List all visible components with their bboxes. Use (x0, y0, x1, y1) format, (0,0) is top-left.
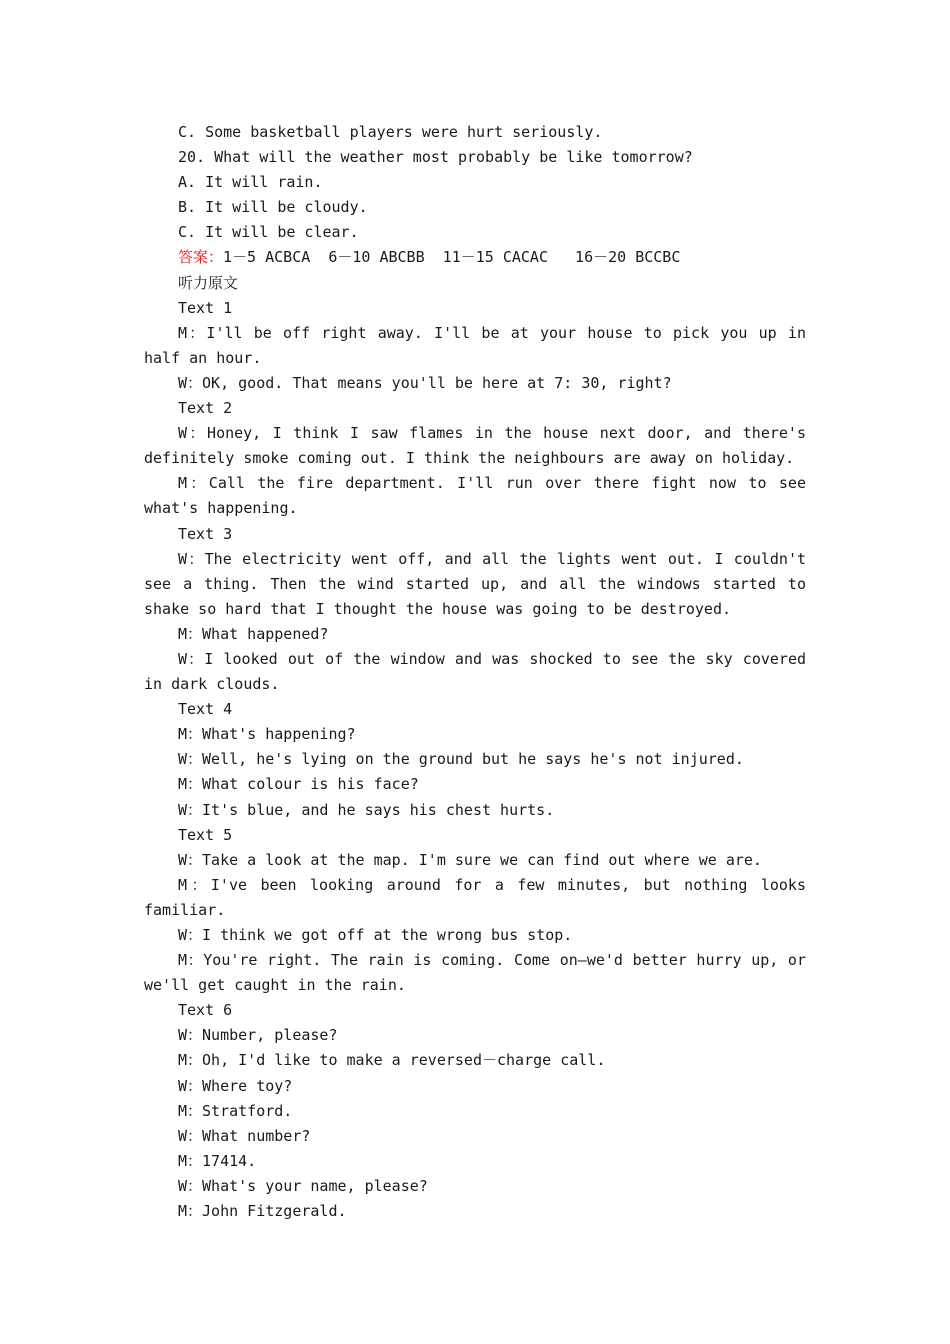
answer-values: 1－5 ACBCA 6－10 ABCBB 11－15 CACAC 16－20 BCCBC (223, 248, 681, 267)
dialogue-line: M：I've been looking around for a few minutes, but nothing looks familiar. (144, 875, 806, 919)
answer-key (144, 245, 806, 270)
text-heading: Text 1 (178, 298, 233, 317)
dialogue-line: W：Honey, I think I saw flames in the house next door, and there's definitely smoke coming out. I think the neighbours are away on holiday. (144, 424, 806, 468)
dialogue-line: W：The electricity went off, and all the lights went out. I couldn't see a thing. Then the wind started up, and all the windows started to shake so hard that I thought the house was going to be destroyed. (144, 549, 806, 618)
dialogue-line: M：Call the fire department. I'll run over there fight now to see what's happening. (144, 474, 806, 518)
dialogue-line: M：What colour is his face? (178, 775, 419, 794)
dialogue-line: W：What's your name, please? (178, 1176, 428, 1195)
dialogue-line: M：I'll be off right away. I'll be at your house to pick you up in half an hour. (144, 323, 806, 367)
dialogue-line: M：John Fitzgerald. (178, 1202, 347, 1221)
option-c-q19: C. Some basketball players were hurt seriously. (178, 123, 603, 141)
dialogue-line: W：It's blue, and he says his chest hurts. (178, 800, 555, 819)
transcript-title: 听力原文 (178, 273, 239, 292)
dialogue-line: M：Oh, I'd like to make a reversed－charge call. (178, 1051, 606, 1070)
q20-option-a: A. It will rain. (178, 173, 323, 192)
q20-option-c: C. It will be clear. (178, 223, 359, 242)
question-20: 20. What will the weather most probably be like tomorrow? (178, 148, 693, 167)
dialogue-line: W：Well, he's lying on the ground but he says he's not injured. (178, 750, 744, 769)
text-heading: Text 6 (178, 1001, 233, 1020)
dialogue-line: W：I looked out of the window and was shocked to see the sky covered in dark clouds. (144, 649, 806, 694)
dialogue-line: W：Number, please? (178, 1026, 338, 1045)
dialogue-line: M：You're right. The rain is coming. Come on—we'd better hurry up, or we'll get caught in the rain. (144, 951, 806, 995)
dialogue-line: W：What number? (178, 1126, 311, 1145)
dialogue-line: W：Where toy? (178, 1076, 293, 1095)
text-heading: Text 4 (178, 700, 233, 719)
text-heading: Text 3 (178, 524, 233, 543)
dialogue-line: M：What's happening? (178, 725, 356, 744)
dialogue-line: W：I think we got off at the wrong bus stop. (178, 926, 573, 944)
dialogue-line: M：17414. (178, 1151, 257, 1170)
document-body (144, 120, 806, 1224)
dialogue-line: W：OK, good. That means you'll be here at 7: 30, right? (178, 373, 672, 392)
dialogue-line: M：What happened? (178, 624, 329, 643)
dialogue-line: W：Take a look at the map. I'm sure we can find out where we are. (178, 850, 762, 869)
answer-label: 答案： (178, 248, 224, 267)
text-heading: Text 5 (178, 825, 233, 844)
q20-option-b: B. It will be cloudy. (178, 198, 368, 217)
dialogue-line: M：Stratford. (178, 1101, 293, 1120)
text-heading: Text 2 (178, 399, 233, 418)
